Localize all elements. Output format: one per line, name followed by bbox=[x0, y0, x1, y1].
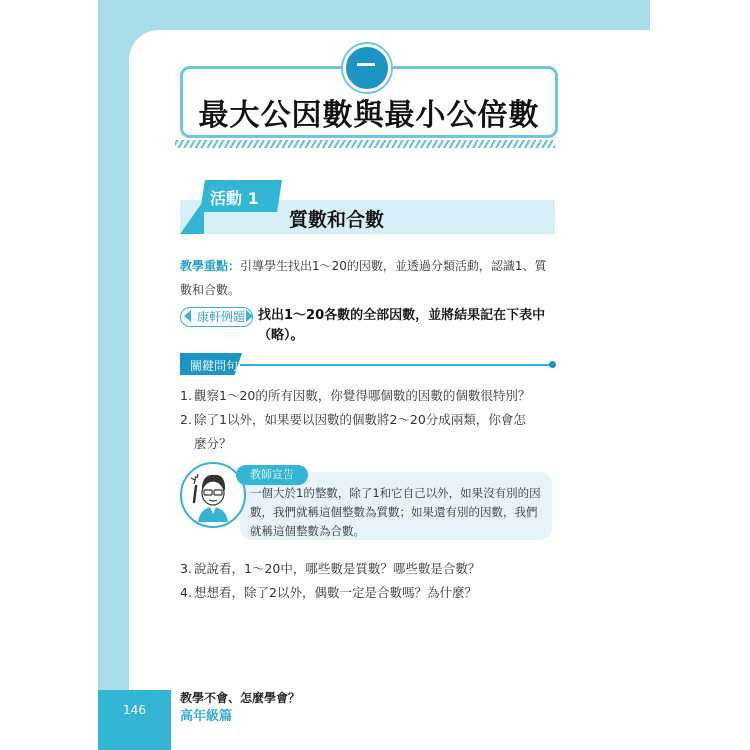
page-number-box bbox=[98, 690, 171, 750]
page-number: 146 bbox=[123, 703, 146, 717]
chapter-title: 最大公因數與最小公倍數 bbox=[198, 98, 540, 133]
chapter-number-glyph bbox=[357, 63, 375, 66]
teaching-focus-paragraph bbox=[180, 254, 555, 302]
question-item: 3. 說說看，1～20中，哪些數是質數？哪些數是合數？ bbox=[180, 561, 481, 576]
question-text: 觀察1～20的所有因數，你覺得哪個數的因數的個數很特別？ bbox=[194, 388, 531, 403]
activity-label: 活動 1 bbox=[210, 189, 259, 208]
example-label: 康軒例題 bbox=[180, 307, 253, 327]
teaching-focus-label: 教學重點： bbox=[180, 259, 241, 273]
example-text: 找出1～20各數的全部因數，並將結果記在下表中（略）。 bbox=[258, 308, 546, 343]
question-text: 想想看，除了2以外，偶數一定是合數嗎？為什麼？ bbox=[194, 585, 477, 600]
question-text: 說說看，1～20中，哪些數是質數？哪些數是合數？ bbox=[194, 561, 481, 576]
book-title: 教學不會、怎麼學會？ bbox=[180, 691, 301, 705]
key-questions-label: 關鍵問句 bbox=[190, 359, 239, 373]
question-item: 2. 除了1以外，如果要以因數的個數將2～20分成兩類，你會怎 bbox=[180, 412, 526, 427]
teacher-note-text: 一個大於1的整數，除了1和它自己以外，如果沒有別的因數，我們就稱這個整數為質數；如果還有別的因數，我們就稱這個整數為合數。 bbox=[250, 486, 541, 538]
teacher-icon bbox=[182, 464, 244, 526]
decorative-stripe bbox=[175, 140, 555, 148]
book-subtitle: 高年級篇 bbox=[180, 709, 233, 724]
key-questions-rule bbox=[240, 364, 552, 366]
question-text: 除了1以外，如果要以因數的個數將2～20分成兩類，你會怎 bbox=[194, 412, 526, 427]
question-item-continuation: 麼分？ bbox=[194, 436, 232, 451]
teacher-note-label: 教師宣告 bbox=[236, 465, 308, 485]
key-questions-rule-dot bbox=[549, 361, 556, 368]
question-item: 4. 想想看，除了2以外，偶數一定是合數嗎？為什麼？ bbox=[180, 585, 477, 600]
arrow-right-icon bbox=[246, 310, 253, 322]
question-item: 1. 觀察1～20的所有因數，你覺得哪個數的因數的個數很特別？ bbox=[180, 388, 531, 403]
teaching-focus-text: 引導學生找出1～20的因數，並透過分類活動，認識1、質數和合數。 bbox=[180, 259, 547, 297]
chapter-number-badge bbox=[343, 44, 391, 92]
activity-title: 質數和合數 bbox=[289, 209, 385, 231]
arrow-left-icon bbox=[184, 310, 191, 322]
